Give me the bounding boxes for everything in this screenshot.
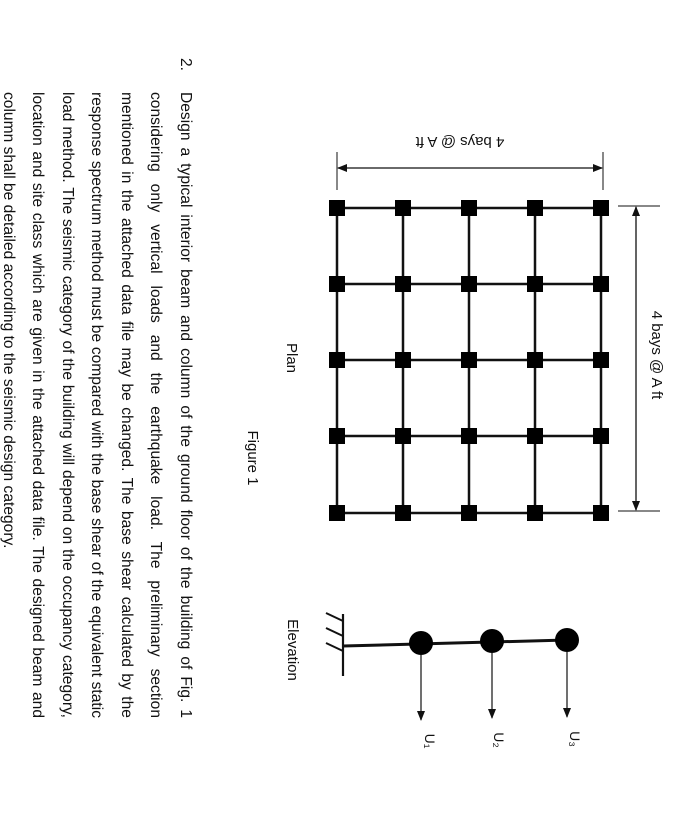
dim-right-label: 4 bays @ A ft bbox=[648, 310, 665, 400]
dim-top-label: 4 bays @ A ft bbox=[415, 133, 505, 150]
dof-label-u3: U₃ bbox=[567, 731, 583, 747]
question-text: Design a typical interior beam and column of the ground floor of the building of Fig. 1 considering only vertical loads and the earthquake load. The preliminary section mentioned in the attached data file may be changed. The base shear calculated by the response spectrum method must be compared with the base shear of the equivalent static load method. The seismic category of the building will depend on the occupancy category, location and site class which are given in the attached data file. The designed beam and column shall be detailed according to the seismic design category. bbox=[0, 92, 194, 718]
dof-label-u2: U₂ bbox=[491, 732, 507, 748]
figure-caption: Figure 1 bbox=[244, 430, 261, 486]
dof-label-u1: U₁ bbox=[422, 733, 438, 749]
question-number: 2. bbox=[177, 58, 194, 72]
plan-label: Plan bbox=[283, 342, 300, 374]
elevation-label: Elevation bbox=[284, 619, 301, 681]
